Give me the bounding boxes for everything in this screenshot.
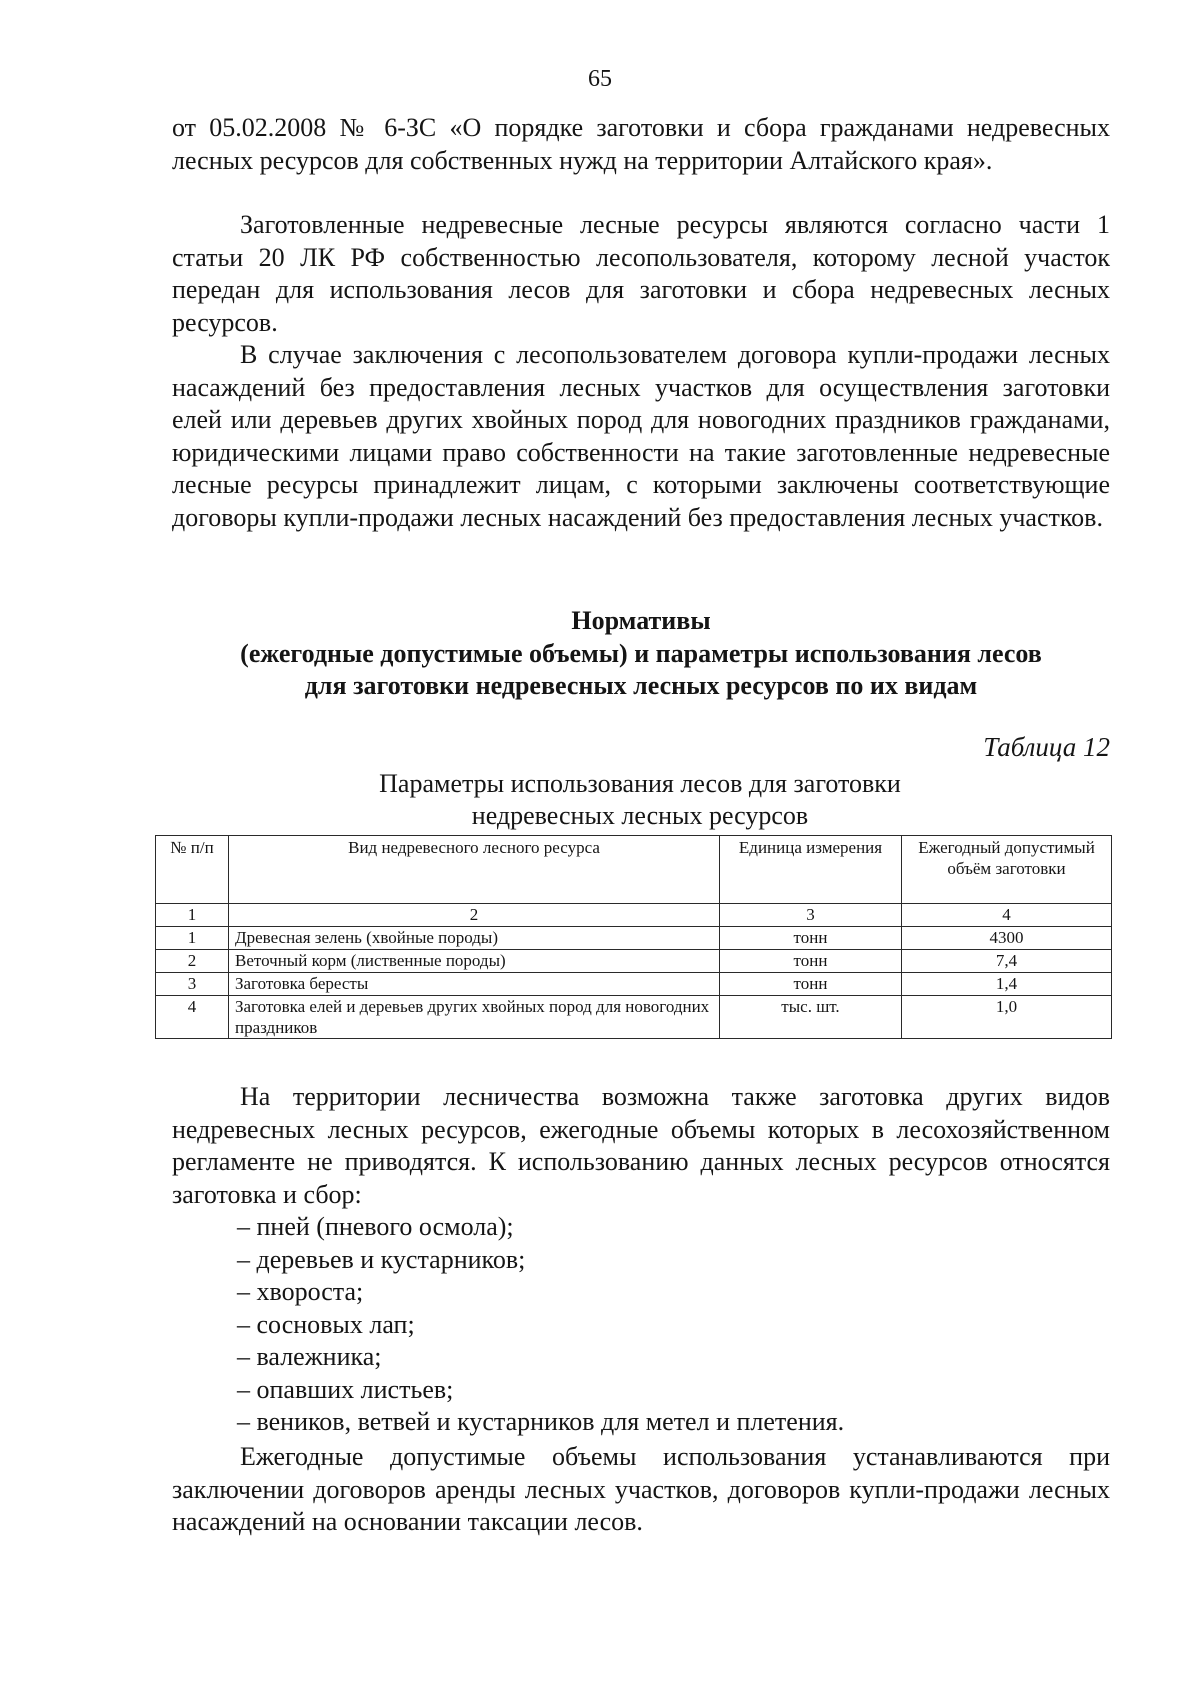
row-resource: Древесная зелень (хвойные породы) (229, 927, 720, 950)
row-number: 1 (156, 927, 229, 950)
resources-table (155, 835, 1112, 1039)
row-volume: 1,4 (902, 973, 1112, 996)
list-item: – веников, ветвей и кустарников для метел и плетения. (237, 1407, 845, 1436)
paragraph-ownership: Заготовленные недревесные лесные ресурсы являются согласно части 1 статьи 20 ЛК РФ собственностью лесопользователя, которому лесной участок передан для использования лесов для заготовки и сбора недревесных лесных ресурсов. (172, 210, 1110, 337)
paragraph-contract: В случае заключения с лесопользователем договора купли-продажи лесных насаждений без предоставления лесных участков для осуществления заготовки елей или деревьев других хвойных пород для новогодних праздников гражданами, юридическими лицами право собственности на такие заготовленные недревесные лесные ресурсы принадлежит лицам, с которыми заключены соответствующие договоры купли-продажи лесных насаждений без предоставления лесных участков. (172, 340, 1110, 532)
list-item: – опавших листьев; (237, 1374, 454, 1404)
table-row (156, 950, 1112, 973)
header-unit: Единица измерения (720, 836, 902, 904)
row-number: 4 (156, 996, 229, 1039)
header-volume: Ежегодный допустимый объём заготовки (902, 836, 1112, 904)
list-item: – пней (пневого осмола); (237, 1212, 514, 1241)
row-unit: тонн (720, 973, 902, 996)
list-item: – деревьев и кустарников; (237, 1244, 526, 1274)
section-title-line-3: для заготовки недревесных лесных ресурсов по их видам (304, 671, 978, 700)
row-resource: Веточный корм (лиственные породы) (229, 950, 720, 973)
header-number: № п/п (156, 836, 229, 904)
row-volume: 1,0 (902, 996, 1112, 1039)
list-item: – хвороста; (237, 1277, 364, 1306)
table-header-row (156, 836, 1112, 904)
table-label: Таблица 12 (983, 732, 1110, 762)
column-number: 3 (720, 904, 902, 927)
column-number: 4 (902, 904, 1112, 927)
table-row (156, 973, 1112, 996)
page-number: 65 (588, 66, 612, 92)
resource-list (237, 1211, 844, 1439)
table-caption (300, 768, 980, 832)
list-item: – сосновых лап; (237, 1309, 415, 1339)
column-number: 2 (229, 904, 720, 927)
paragraph-volumes: Ежегодные допустимые объемы использования устанавливаются при заключении договоров аренды лесных участков, договоров купли-продажи лесных насаждений на основании таксации лесов. (172, 1442, 1110, 1536)
paragraph-law-reference: от 05.02.2008 № 6-ЗС «О порядке заготовки и сбора гражданами недревесных лесных ресурсов для собственных нужд на территории Алтайского края». (172, 113, 1110, 175)
paragraph-other-resources: На территории лесничества возможна также заготовка других видов недревесных лесных ресурсов, ежегодные объемы которых в лесохозяйственном регламенте не приводятся. К использованию данных лесных ресурсов относятся заготовка и сбор: (172, 1082, 1110, 1209)
row-number: 3 (156, 973, 229, 996)
row-unit: тонн (720, 950, 902, 973)
list-item: – валежника; (237, 1342, 382, 1371)
column-number: 1 (156, 904, 229, 927)
section-title (172, 605, 1110, 703)
table-row (156, 996, 1112, 1039)
row-resource: Заготовка елей и деревьев других хвойных пород для новогодних праздников (229, 996, 720, 1039)
row-volume: 4300 (902, 927, 1112, 950)
table-row (156, 927, 1112, 950)
table-caption-line-1: Параметры использования лесов для заготовки (379, 769, 901, 798)
table-caption-line-2: недревесных лесных ресурсов (471, 801, 809, 830)
row-unit: тонн (720, 927, 902, 950)
section-title-line-1: Нормативы (571, 606, 711, 635)
row-number: 2 (156, 950, 229, 973)
table-column-numbers-row (156, 904, 1112, 927)
section-title-line-2: (ежегодные допустимые объемы) и параметры использования лесов (240, 638, 1042, 668)
row-unit: тыс. шт. (720, 996, 902, 1039)
header-resource: Вид недревесного лесного ресурса (229, 836, 720, 904)
row-resource: Заготовка бересты (229, 973, 720, 996)
row-volume: 7,4 (902, 950, 1112, 973)
